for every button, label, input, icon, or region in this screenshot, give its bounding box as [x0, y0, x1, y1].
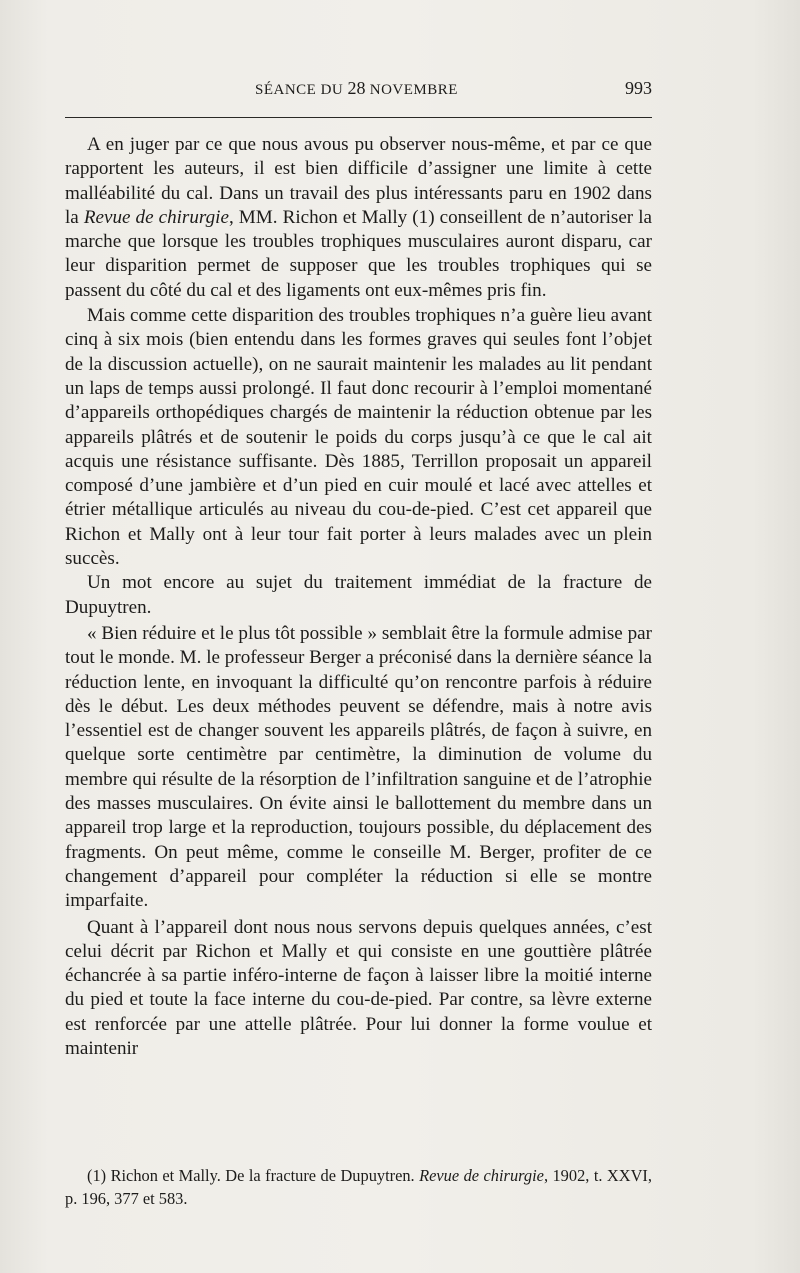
footnote-1: (1) Richon et Mally. De la fracture de Dupuytren. Revue de chirurgie, 1902, t. XXVI, p. 196, 377 et 583. — [65, 1166, 652, 1208]
page-number: 993 — [625, 78, 652, 98]
paragraph-3: Un mot encore au sujet du traitement immédiat de la fracture de Dupuytren. — [65, 572, 652, 618]
paragraph-4: « Bien réduire et le plus tôt possible » semblait être la formule admise par tout le monde. M. le professeur Berger a préconisé dans la dernière séance la réduction lente, en invoquant la difficulté qu’on rencontre parfois à réduire dès le début. Les deux méthodes peuvent se défendre, mais à notre avis l’essentiel est de changer souvent les appareils plâtrés, de façon à suivre, en quelque sorte centimètre par centimètre, la diminution de volume du membre qui résulte de la résorption de l’infiltration sanguine et de l’atrophie des masses musculaires. On évite ainsi le ballottement du membre dans un appareil trop large et la reproduction, toujours possible, du déplacement des fragments. On peut même, comme le conseille M. Berger, profiter de ce changement d’appareil pour compléter la réduction si elle se montre imparfaite. — [65, 622, 652, 912]
page-header — [65, 76, 652, 100]
running-title: SÉANCE DU 28 NOVEMBRE — [255, 78, 458, 98]
paragraph-2: Mais comme cette disparition des troubles trophiques n’a guère lieu avant cinq à six mois (bien entendu dans les formes graves qui seules font l’objet de la discussion actuelle), on ne saurait maintenir les malades au lit pendant un laps de temps aussi prolongé. Il faut donc recourir à l’emploi momentané d’appareils orthopédiques chargés de maintenir la réduction obtenue par les appareils plâtrés et de soutenir le poids du corps jusqu’à ce que le cal ait acquis une résistance suffisante. Dès 1885, Terrillon proposait un appareil composé d’une jambière et d’un pied en cuir moulé et lacé avec attelles et étrier métallique articulés au niveau du cou-de-pied. C’est cet appareil que Richon et Mally ont à leur tour fait porter à leurs malades avec un plein succès. — [65, 305, 652, 570]
running-title-day: 28 — [347, 78, 366, 98]
header-rule — [65, 117, 652, 118]
paragraph-5: Quant à l’appareil dont nous nous servons depuis quelques années, c’est celui décrit par Richon et Mally et qui consiste en une gouttière plâtrée échancrée à sa partie inféro-interne de façon à laisser libre la moitié interne du pied et toute la face interne du cou-de-pied. Par contre, sa lèvre externe est renforcée par une attelle plâtrée. Pour lui donner la forme voulue et maintenir — [65, 916, 652, 1059]
footnote-journal-title: Revue de chirurgie — [419, 1166, 544, 1185]
paragraph-1: A en juger par ce que nous avous pu observer nous-même, et par ce que rapportent les auteurs, il est bien difficile d’assigner une limite à cette malléabilité du cal. Dans un travail des plus intéressants paru en 1902 dans la Revue de chirurgie, MM. Richon et Mally (1) conseillent de n’autoriser la marche que lorsque les troubles trophiques musculaires auront disparu, car leur disparition permet de supposer que les troubles trophiques qui se passent du côté du cal et des ligaments ont eux-mêmes pris fin. — [65, 134, 652, 301]
body-text — [65, 133, 652, 1061]
footnote — [65, 1164, 652, 1210]
journal-title: Revue de chirurgie — [83, 206, 229, 228]
